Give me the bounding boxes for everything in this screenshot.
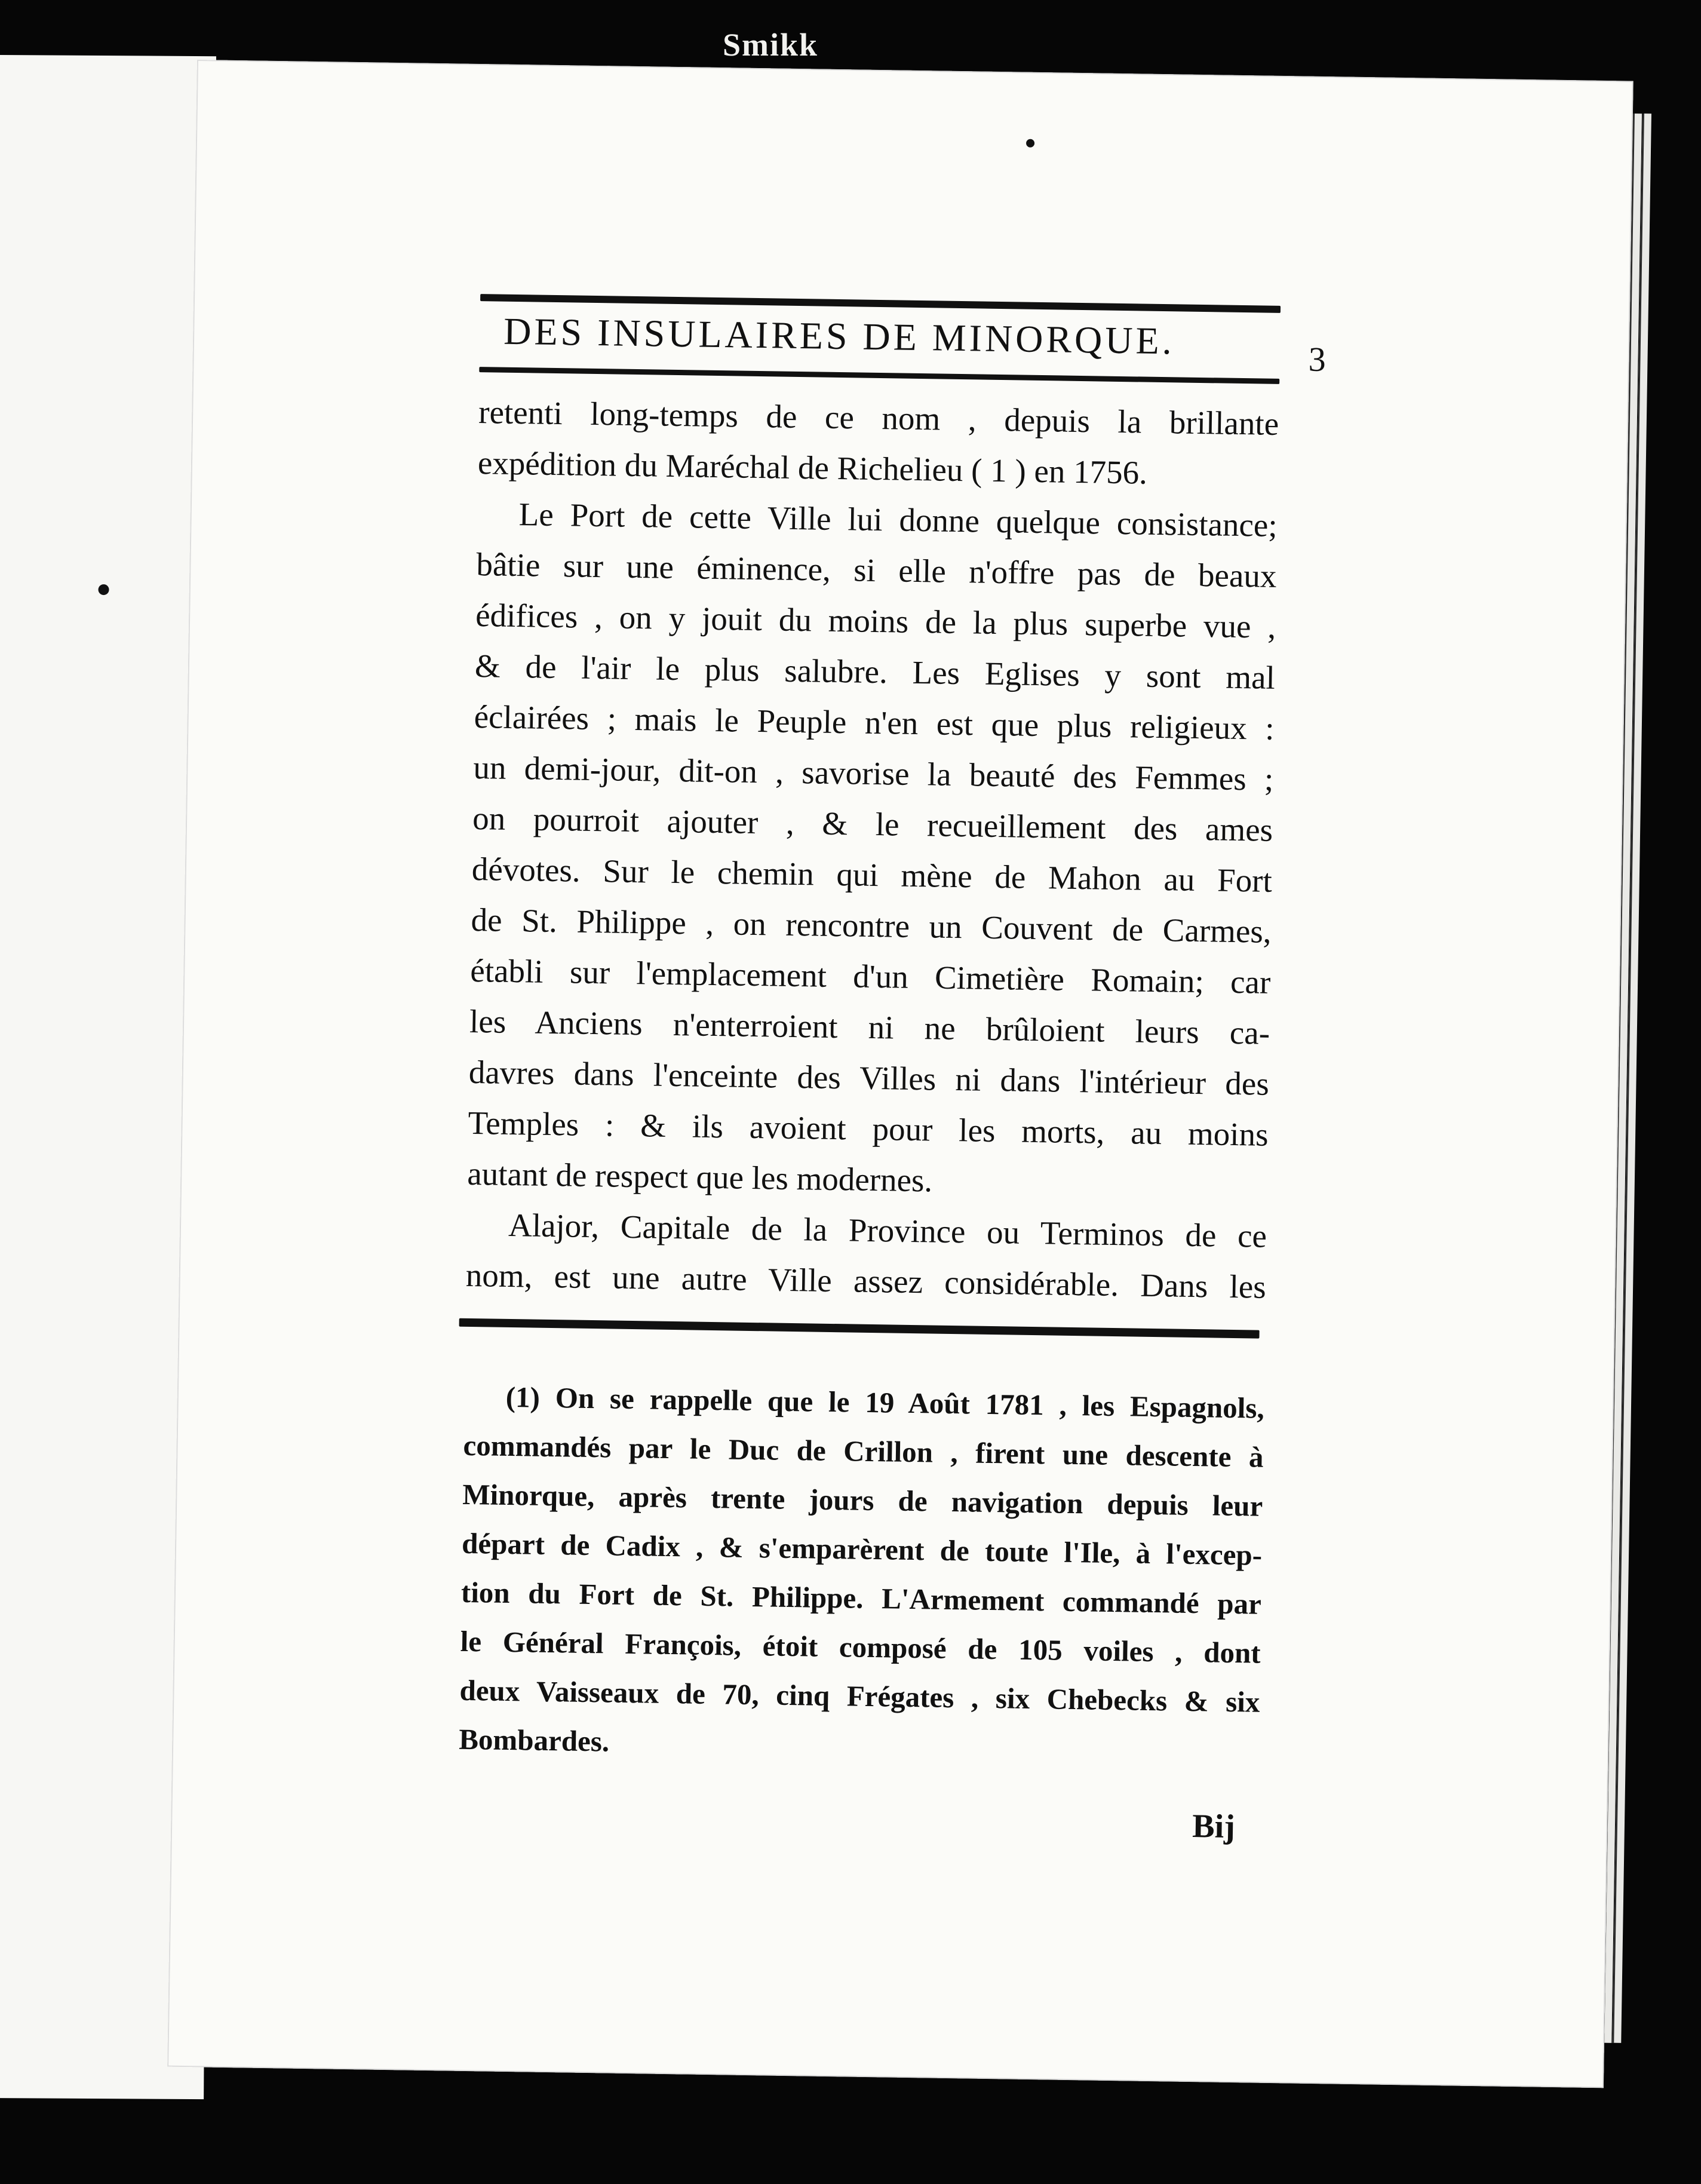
body-line: dévotes. Sur le chemin qui mène de Mahon au Fort	[471, 850, 1273, 899]
page-number: 3	[1308, 339, 1327, 379]
header-bottom-rule	[479, 367, 1279, 384]
footnote-line: départ de Cadix , & s'emparèrent de toute l'Ile, à l'excep-	[461, 1526, 1263, 1572]
ink-spot	[98, 584, 109, 595]
footnote-line: le Général François, étoit composé de 105 voiles , dont	[460, 1624, 1261, 1670]
body-line: autant de respect que les modernes.	[466, 1155, 933, 1199]
body-line: on pourroit ajouter , & le recueillement des ames	[472, 799, 1273, 848]
body-line: retenti long-temps de ce nom , depuis la brillante	[478, 394, 1279, 442]
body-line: éclairées ; mais le Peuple n'en est que plus religieux :	[474, 698, 1275, 747]
book-page	[167, 60, 1634, 2088]
footnote	[459, 1372, 1265, 1776]
footnote-line: (1) On se rappelle que le 19 Août 1781 , les Espagnols,	[505, 1380, 1265, 1425]
body-line: Temples : & ils avoient pour les morts, au moins	[468, 1104, 1269, 1153]
body-line: Alajor, Capitale de la Province ou Terminos de ce	[508, 1206, 1267, 1254]
page-ink-dot	[1026, 139, 1034, 148]
running-title: DES INSULAIRES DE MINORQUE.	[503, 309, 1175, 363]
body-line: davres dans l'enceinte des Villes ni dans l'intérieur des	[468, 1053, 1270, 1102]
body-line: établi sur l'emplacement d'un Cimetière Romain; car	[469, 952, 1271, 1001]
body-line: expédition du Maréchal de Richelieu ( 1 ) en 1756.	[477, 444, 1148, 491]
body-line: un demi-jour, dit-on , savorise la beauté des Femmes ;	[473, 749, 1274, 797]
footnote-line: deux Vaisseaux de 70, cinq Frégates , six Chebecks & six	[459, 1673, 1260, 1719]
footnote-line: Minorque, après trente jours de navigation depuis leur	[462, 1477, 1263, 1523]
body-line: Le Port de cette Ville lui donne quelque consistance;	[518, 496, 1278, 544]
body-text	[465, 387, 1279, 1312]
body-line: de St. Philippe , on rencontre un Couvent de Carmes,	[471, 901, 1272, 950]
footnote-line: tion du Fort de St. Philippe. L'Armement commandé par	[460, 1575, 1262, 1621]
body-line: les Anciens n'enterroient ni ne brûloient leurs ca-	[469, 1002, 1270, 1051]
body-line: & de l'air le plus salubre. Les Eglises y sont mal	[474, 648, 1276, 696]
footnote-line: Bombardes.	[458, 1722, 610, 1758]
body-line: édifices , on y jouit du moins de la plus superbe vue ,	[475, 597, 1276, 645]
signature-mark: Bij	[1192, 1808, 1236, 1846]
footnote-line: commandés par le Duc de Crillon , firent une descente à	[463, 1428, 1264, 1474]
footnote-separator	[459, 1318, 1260, 1339]
top-scratch-mark: Smikk	[723, 27, 819, 63]
body-line: bâtie sur une éminence, si elle n'offre pas de beaux	[476, 546, 1277, 594]
body-line: nom, est une autre Ville assez considérable. Dans les	[465, 1256, 1267, 1305]
